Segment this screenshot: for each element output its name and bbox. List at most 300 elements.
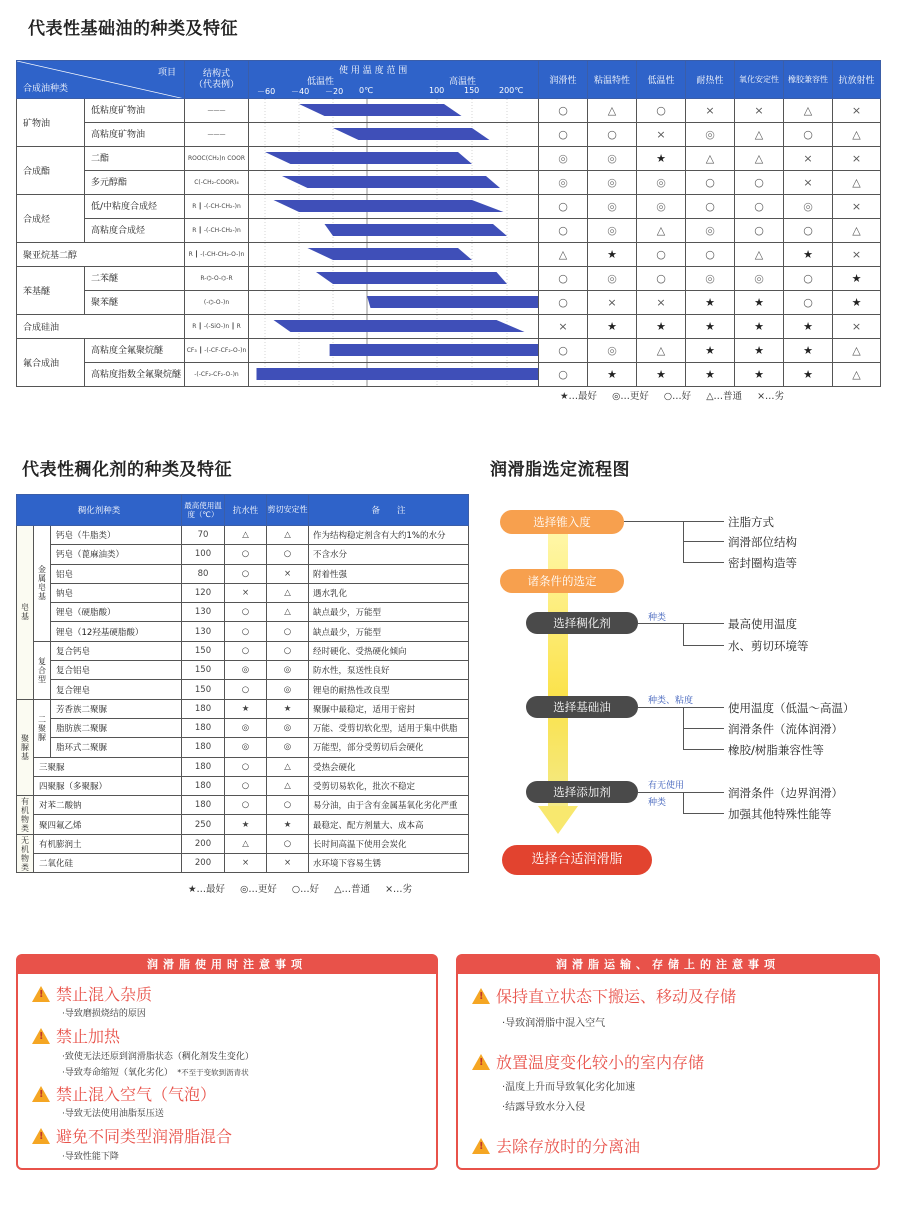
temp-range-bar (333, 128, 490, 140)
rating-symbol: ○ (656, 248, 666, 261)
thickener-row (17, 738, 469, 757)
structure-formula: (-⌬-O-)n (185, 291, 249, 315)
shear-stability: ◎ (267, 738, 309, 757)
thickener-note: 易分油，由于含有金属基氧化劣化严重 (309, 796, 469, 815)
step-result: 选择合适润滑脂 (502, 845, 652, 875)
rating-cell (833, 123, 881, 147)
max-temp: 130 (182, 603, 225, 622)
rating-symbol: △ (705, 152, 715, 165)
rating-symbol: △ (607, 104, 617, 117)
thickener-note: 锂皂的耐热性改良型 (309, 680, 469, 699)
thickener-row (17, 583, 469, 602)
connector (683, 623, 684, 645)
thickener-name: 铝皂 (51, 564, 182, 583)
category-label: 无机物类 (17, 834, 34, 873)
rating-cell (686, 243, 735, 267)
step-base-oil: 选择基础油 (526, 696, 638, 718)
temp-range-cell (249, 339, 539, 363)
thickener-row (17, 526, 469, 545)
high-temp-label: 高温性 (449, 77, 477, 87)
thickener-row (17, 661, 469, 680)
rating-cell (539, 219, 588, 243)
temp-range-cell (249, 123, 539, 147)
warning-note: *不至于变软到沥青状 (177, 1068, 249, 1077)
base-oil-row (17, 339, 881, 363)
rating-symbol: ◎ (656, 176, 666, 189)
structure-formula: ——— (185, 123, 249, 147)
connector (683, 813, 724, 814)
warning-detail: ·结露导致水分入侵 (502, 1102, 586, 1113)
thickener-row (17, 718, 469, 737)
rating-cell (735, 171, 784, 195)
temp-range-bar (367, 296, 539, 308)
rating-cell (833, 363, 881, 387)
temp-range-cell (249, 171, 539, 195)
rating-symbol: △ (803, 104, 813, 117)
rating-symbol: × (607, 296, 617, 309)
structure-formula: R ┃ -(-SiO-)n ┃ R (185, 315, 249, 339)
rating-symbol: × (803, 176, 813, 189)
thickener-row (17, 699, 469, 718)
thickener-note: 不含水分 (309, 545, 469, 564)
thickener-legend (188, 881, 424, 895)
rating-symbol: △ (656, 224, 666, 237)
oil-name: 高粘度矿物油 (85, 123, 185, 147)
warning-icon (32, 986, 50, 1002)
warning-text: 禁止加热 (56, 1027, 121, 1046)
shear-stability: △ (267, 757, 309, 776)
rating-cell (735, 363, 784, 387)
rating-symbol: × (851, 152, 862, 165)
max-temp: 180 (182, 796, 225, 815)
step-penetration: 选择锥入度 (500, 510, 624, 534)
rating-symbol: ○ (656, 272, 666, 285)
subcategory-label: 金属皂基 (34, 526, 51, 642)
oil-name: 高粘度合成烃 (85, 219, 185, 243)
connector (683, 728, 724, 729)
shear-stability: × (267, 564, 309, 583)
warning-detail: ·温度上升而导致氧化劣化加速 (502, 1082, 636, 1093)
thickener-name: 脂肪族二聚脲 (51, 718, 182, 737)
temp-range-bar (274, 320, 525, 332)
rating-cell (833, 99, 881, 123)
water-resistance: ◎ (225, 718, 267, 737)
legend-item: ◎…更好 (612, 391, 649, 402)
connector (683, 541, 724, 542)
shear-stability: ○ (267, 545, 309, 564)
rating-cell (735, 195, 784, 219)
rating-symbol: ○ (803, 224, 813, 237)
thickener-note: 长时间高温下使用会炭化 (309, 834, 469, 853)
rating-symbol: △ (558, 248, 568, 261)
rating-symbol: × (754, 104, 764, 117)
water-resistance: △ (225, 526, 267, 545)
rating-symbol: △ (754, 128, 764, 141)
base-oil-row (17, 291, 881, 315)
rating-symbol: ★ (851, 296, 862, 309)
shear-stability: △ (267, 583, 309, 602)
water-resistance: ○ (225, 545, 267, 564)
rating-symbol: ◎ (656, 200, 666, 213)
thickener-note: 缺点最少，万能型 (309, 603, 469, 622)
rating-cell (637, 339, 686, 363)
max-temp: 130 (182, 622, 225, 641)
category-label: 聚脲基 (17, 699, 34, 795)
rating-cell (588, 219, 637, 243)
rating-cell (686, 195, 735, 219)
formula-sub: （代表例） (193, 79, 239, 90)
rating-symbol: △ (852, 344, 861, 357)
rating-cell (588, 243, 637, 267)
rating-symbol: ○ (754, 224, 764, 237)
base-oil-row (17, 147, 881, 171)
rating-symbol: ★ (656, 152, 666, 165)
thickener-name: 四聚脲（多聚脲） (34, 776, 182, 795)
rating-cell (735, 267, 784, 291)
step-thickener: 选择稠化剂 (526, 612, 638, 634)
step-conditions: 诸条件的选定 (500, 569, 624, 593)
flow-item: 最高使用温度 (728, 617, 797, 631)
flow-item: 注脂方式 (728, 515, 774, 529)
rating-cell (686, 315, 735, 339)
oil-name: 高粘度指数全氟聚烷醚 (85, 363, 185, 387)
note-header: 备 注 (309, 495, 469, 526)
legend-item: ◎…更好 (240, 884, 277, 895)
rating-cell (539, 195, 588, 219)
rating-cell (735, 147, 784, 171)
thickener-name: 复合锂皂 (51, 680, 182, 699)
connector (638, 623, 724, 624)
shear-stability: △ (267, 526, 309, 545)
legend-item: △…普通 (334, 884, 371, 895)
max-temp: 120 (182, 583, 225, 602)
legend-item: ×…劣 (385, 884, 413, 895)
thickener-name: 钙皂（牛脂类） (51, 526, 182, 545)
max-temp: 180 (182, 738, 225, 757)
structure-formula: R ┃ -(-CH-CH₂-O-)n (185, 243, 249, 267)
temp-range-cell (249, 219, 539, 243)
shear-stability: ○ (267, 622, 309, 641)
warning-text: 去除存放时的分离油 (496, 1137, 641, 1156)
rating-cell (588, 195, 637, 219)
warning-icon (472, 1054, 490, 1070)
rating-cell (539, 99, 588, 123)
temp-range-cell (249, 243, 539, 267)
thickener-name: 钙皂（蓖麻油类） (51, 545, 182, 564)
temp-range-cell (249, 147, 539, 171)
thickener-name: 对苯二酸钠 (34, 796, 182, 815)
warning-text: 避免不同类型润滑脂混合 (56, 1127, 233, 1146)
shear-header: 剪切安定性 (267, 495, 309, 526)
rating-symbol: ◎ (558, 176, 568, 189)
rating-symbol: ★ (851, 272, 862, 285)
warning-text: 禁止混入杂质 (56, 985, 153, 1004)
legend-item: ○…好 (663, 391, 692, 402)
rating-symbol: ◎ (607, 224, 617, 237)
rating-symbol: ○ (558, 128, 568, 141)
rating-cell (784, 315, 833, 339)
group-name: 矿物油 (17, 99, 85, 147)
max-temp: 180 (182, 757, 225, 776)
rating-cell (833, 171, 881, 195)
thickener-name: 三聚脲 (34, 757, 182, 776)
flow-title: 润滑脂选定流程图 (490, 460, 630, 480)
rating-symbol: ★ (705, 320, 715, 333)
rating-cell (784, 363, 833, 387)
water-resistance: ○ (225, 564, 267, 583)
thickener-row (17, 641, 469, 660)
water-resistance: ◎ (225, 661, 267, 680)
thickener-note: 万能型，部分受剪切后会硬化 (309, 738, 469, 757)
rating-cell (686, 363, 735, 387)
max-temp: 200 (182, 854, 225, 873)
rating-cell (588, 267, 637, 291)
shear-stability: ★ (267, 699, 309, 718)
water-resistance: × (225, 854, 267, 873)
rating-cell (833, 147, 881, 171)
connector (683, 749, 724, 750)
rating-cell (539, 267, 588, 291)
thickener-name: 芳香族二聚脲 (51, 699, 182, 718)
step-additive: 选择添加剂 (526, 781, 638, 803)
legend-item: ×…劣 (757, 391, 785, 402)
base-oil-row (17, 243, 881, 267)
thickener-row (17, 815, 469, 834)
rating-symbol: ★ (656, 320, 666, 333)
legend-item: △…普通 (706, 391, 743, 402)
thickener-note: 缺点最少，万能型 (309, 622, 469, 641)
rating-symbol: × (803, 152, 813, 165)
thickener-name: 锂皂（硬脂酸） (51, 603, 182, 622)
warning-heading (472, 984, 736, 1007)
flow-label: 种类 (648, 613, 667, 623)
group-name: 氟合成油 (17, 339, 85, 387)
rating-symbol: ◎ (607, 200, 617, 213)
prop-header: 抗放射性 (833, 61, 881, 99)
rating-cell (637, 267, 686, 291)
max-temp: 150 (182, 680, 225, 699)
rating-cell (539, 339, 588, 363)
rating-symbol: ★ (754, 368, 764, 381)
thickener-name: 锂皂（12羟基硬脂酸） (51, 622, 182, 641)
low-temp-label: 低温性 (307, 77, 335, 87)
rating-cell (637, 99, 686, 123)
structure-formula: CF₃ ┃ -(-CF-CF₂-O-)n (185, 339, 249, 363)
water-resistance: ★ (225, 815, 267, 834)
thickener-row (17, 776, 469, 795)
thickener-name: 复合钙皂 (51, 641, 182, 660)
water-resistance: ○ (225, 641, 267, 660)
water-resistance: ○ (225, 776, 267, 795)
max-temp: 80 (182, 564, 225, 583)
temp-range-bar (325, 224, 508, 236)
shear-stability: ◎ (267, 718, 309, 737)
rating-cell (588, 339, 637, 363)
connector (683, 792, 684, 813)
type-label: 合成油种类 (23, 84, 69, 94)
rating-cell (637, 363, 686, 387)
water-resistance: ○ (225, 603, 267, 622)
max-temp: 150 (182, 641, 225, 660)
rating-cell (735, 339, 784, 363)
temp-tick: 0℃ (359, 86, 374, 95)
rating-cell (588, 363, 637, 387)
group-name: 聚亚烷基二醇 (17, 243, 185, 267)
max-temp: 180 (182, 718, 225, 737)
warning-text: 保持直立状态下搬运、移动及存储 (496, 987, 737, 1006)
thickener-row (17, 545, 469, 564)
warning-icon (472, 1138, 490, 1154)
temp-range-bar (282, 176, 500, 188)
rating-cell (686, 171, 735, 195)
thickener-note: 受剪切易软化，批次不稳定 (309, 776, 469, 795)
rating-symbol: ○ (803, 296, 813, 309)
rating-symbol: ★ (803, 320, 813, 333)
rating-cell (784, 99, 833, 123)
legend-item: ★…最好 (188, 884, 226, 895)
base-oil-row (17, 99, 881, 123)
rating-symbol: × (851, 200, 862, 213)
oil-name: 低/中粘度合成烃 (85, 195, 185, 219)
rating-symbol: ○ (558, 344, 568, 357)
base-oil-legend (560, 388, 796, 402)
rating-cell (686, 219, 735, 243)
thickener-table (16, 494, 469, 873)
rating-cell (539, 291, 588, 315)
rating-symbol: ◎ (705, 128, 715, 141)
rating-symbol: × (656, 296, 666, 309)
temp-range-bar (316, 272, 507, 284)
warning-heading (472, 1050, 704, 1073)
thickener-name: 脂环式二聚脲 (51, 738, 182, 757)
flow-item: 水、剪切环境等 (728, 639, 809, 653)
thickener-note: 作为结构稳定剂含有大约1%的水分 (309, 526, 469, 545)
rating-cell (735, 99, 784, 123)
structure-formula: C(-CH₂-COOR)₄ (185, 171, 249, 195)
caution-use-box (16, 954, 438, 1170)
oil-name: 低粘度矿物油 (85, 99, 185, 123)
max-temp: 150 (182, 661, 225, 680)
thickener-note: 遇水乳化 (309, 583, 469, 602)
temp-title: 使 用 温 度 范 围 (339, 66, 408, 76)
rating-cell (784, 171, 833, 195)
rating-cell (539, 171, 588, 195)
oil-name: 高粘度全氟聚烷醚 (85, 339, 185, 363)
rating-symbol: ○ (558, 104, 568, 117)
prop-header: 粘温特性 (588, 61, 637, 99)
rating-cell (637, 195, 686, 219)
temp-range-cell (249, 195, 539, 219)
temp-tick: －40 (291, 87, 310, 96)
flow-item: 密封圈构造等 (728, 556, 797, 570)
rating-cell (735, 291, 784, 315)
rating-cell (539, 147, 588, 171)
thickener-note: 万能、受剪切软化型，适用于集中供脂 (309, 718, 469, 737)
rating-symbol: ○ (754, 200, 764, 213)
rating-symbol: ◎ (558, 152, 568, 165)
thickener-row (17, 680, 469, 699)
rating-cell (833, 291, 881, 315)
rating-symbol: ★ (607, 368, 617, 381)
rating-cell (735, 315, 784, 339)
rating-symbol: ○ (705, 176, 715, 189)
group-name: 合成硅油 (17, 315, 185, 339)
base-oil-table (16, 60, 881, 387)
water-resistance: × (225, 583, 267, 602)
warning-text: 放置温度变化较小的室内存储 (496, 1053, 705, 1072)
rating-cell (784, 123, 833, 147)
rating-symbol: ○ (558, 224, 568, 237)
temp-range-bar (274, 200, 504, 212)
flow-item: 加强其他特殊性能等 (728, 807, 832, 821)
rating-cell (588, 171, 637, 195)
max-temp: 100 (182, 545, 225, 564)
max-temp: 200 (182, 834, 225, 853)
rating-symbol: ★ (705, 368, 715, 381)
corner-header (17, 61, 185, 99)
rating-symbol: ○ (558, 272, 568, 285)
thickener-row (17, 796, 469, 815)
temp-range-cell (249, 315, 539, 339)
thickener-note: 聚脲中最稳定，适用于密封 (309, 699, 469, 718)
rating-symbol: ○ (803, 128, 813, 141)
temp-tick: 200℃ (499, 86, 524, 95)
legend-item: ○…好 (291, 884, 320, 895)
rating-cell (588, 315, 637, 339)
water-resistance: ○ (225, 680, 267, 699)
rating-symbol: ★ (754, 296, 764, 309)
warning-heading (32, 1124, 232, 1147)
thickener-title: 代表性稠化剂的种类及特征 (22, 460, 232, 480)
rating-symbol: △ (852, 128, 861, 141)
rating-symbol: ○ (656, 104, 666, 117)
formula-label: 结构式 (202, 68, 230, 79)
shear-stability: ◎ (267, 680, 309, 699)
warning-detail: ·导致润滑脂中混入空气 (502, 1018, 606, 1029)
rating-cell (735, 219, 784, 243)
thickener-row (17, 603, 469, 622)
base-oil-row (17, 123, 881, 147)
subcategory-label: 二聚脲 (34, 699, 51, 757)
temp-tick: －60 (257, 87, 276, 96)
thickener-name: 复合铝皂 (51, 661, 182, 680)
structure-formula: R-⌬-O-⌬-R (185, 267, 249, 291)
rating-symbol: × (851, 104, 862, 117)
thickener-row (17, 854, 469, 873)
oil-name: 多元醇酯 (85, 171, 185, 195)
flow-item: 润滑条件（边界润滑） (728, 786, 843, 800)
structure-formula: R ┃ -(-CH-CH₂-)n (185, 195, 249, 219)
oil-name: 二酯 (85, 147, 185, 171)
rating-cell (539, 315, 588, 339)
rating-symbol: ★ (656, 368, 666, 381)
rating-symbol: ★ (607, 248, 617, 261)
thickener-note: 经时硬化、受热硬化倾向 (309, 641, 469, 660)
thickener-name: 聚四氟乙烯 (34, 815, 182, 834)
temp-range-cell (249, 99, 539, 123)
water-header: 抗水性 (225, 495, 267, 526)
rating-cell (784, 291, 833, 315)
prop-header: 氧化安定性 (735, 61, 784, 99)
flow-label: 种类 (648, 798, 667, 808)
temp-range-bar (299, 104, 462, 116)
rating-symbol: ○ (705, 248, 715, 261)
formula-header (185, 61, 249, 99)
connector (683, 562, 724, 563)
rating-symbol: ★ (754, 320, 764, 333)
rating-cell (735, 123, 784, 147)
rating-cell (686, 291, 735, 315)
